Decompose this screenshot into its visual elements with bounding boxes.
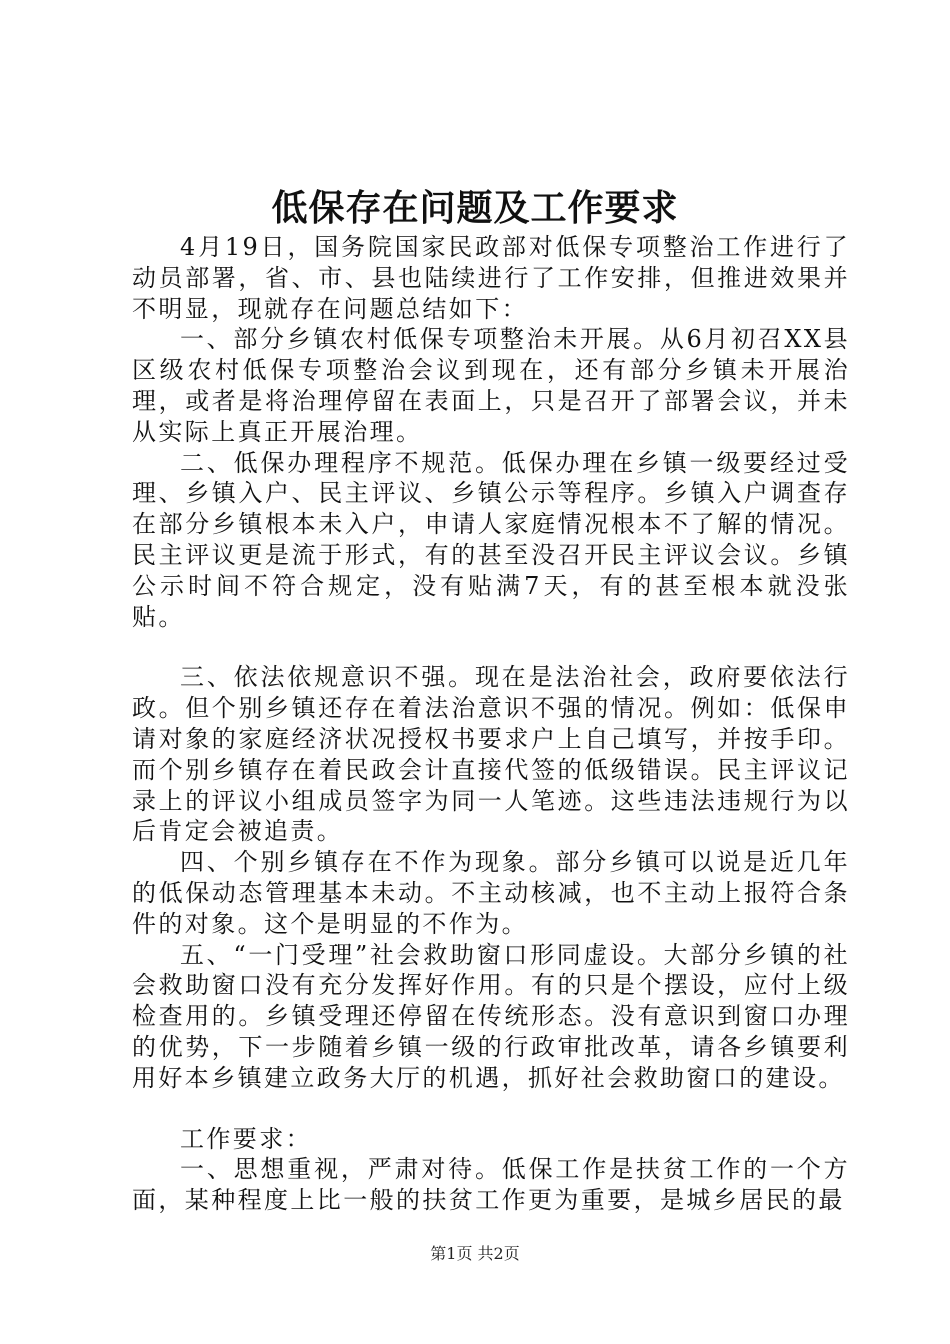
paragraph-issue-2: 二、低保办理程序不规范。低保办理在乡镇一级要经过受理、乡镇入户、民主评议、乡镇公示等程序。乡镇入户调查存在部分乡镇根本未入户，申请人家庭情况根本不了解的情况。民主评议更是流于形式，有的甚至没召开民主评议会议。乡镇公示时间不符合规定，没有贴满7天，有的甚至根本就没张贴。	[132, 448, 850, 631]
document-title: 低保存在问题及工作要求	[271, 187, 679, 229]
paragraph-gap	[132, 1094, 850, 1124]
paragraph-issue-1: 一、部分乡镇农村低保专项整治未开展。从6月初召XX县区级农村低保专项整治会议到现在，还有部分乡镇未开展治理，或者是将治理停留在表面上，只是召开了部署会议，并未从实际上真正开展治理。	[132, 325, 850, 446]
paragraph-requirement-1: 一、思想重视，严肃对待。低保工作是扶贫工作的一个方面，某种程度上比一般的扶贫工作更为重要，是城乡居民的最	[132, 1155, 850, 1215]
paragraph-issue-3: 三、依法依规意识不强。现在是法治社会，政府要依法行政。但个别乡镇还存在着法治意识不强的情况。例如：低保申请对象的家庭经济状况授权书要求户上自己填写，并按手印。而个别乡镇存在着民政会计直接代签的低级错误。民主评议记录上的评议小组成员签字为同一人笔迹。这些违法违规行为以后肯定会被追责。	[132, 663, 850, 846]
paragraph-issue-5: 五、“一门受理”社会救助窗口形同虚设。大部分乡镇的社会救助窗口没有充分发挥好作用。有的只是个摆设，应付上级检查用的。乡镇受理还停留在传统形态。没有意识到窗口办理的优势，下一步随着乡镇一级的行政审批改革，请各乡镇要利用好本乡镇建立政务大厅的机遇，抓好社会救助窗口的建设。	[132, 940, 850, 1092]
document-body	[132, 232, 850, 1216]
paragraph-intro: 4月19日，国务院国家民政部对低保专项整治工作进行了动员部署，省、市、县也陆续进行了工作安排，但推进效果并不明显，现就存在问题总结如下：	[132, 233, 850, 323]
paragraph-issue-4: 四、个别乡镇存在不作为现象。部分乡镇可以说是近几年的低保动态管理基本未动。不主动核减，也不主动上报符合条件的对象。这个是明显的不作为。	[132, 848, 850, 938]
section-heading-requirements: 工作要求：	[180, 1124, 312, 1153]
page-number-footer: 第1页 共2页	[430, 1244, 520, 1263]
paragraph-gap	[132, 632, 850, 662]
